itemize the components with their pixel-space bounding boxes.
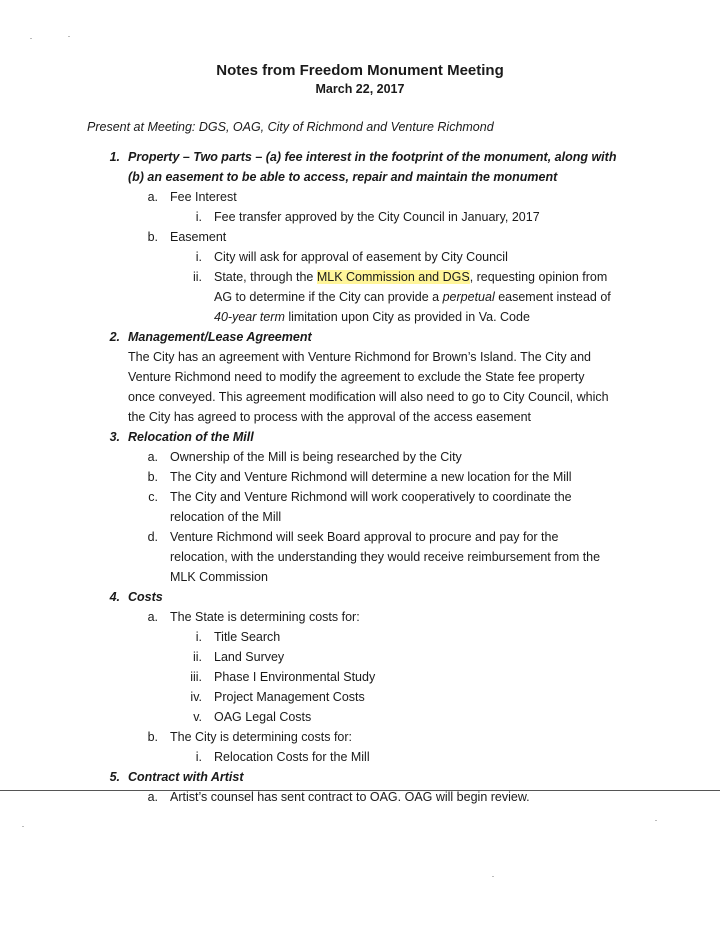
section-number: 3. <box>109 430 120 444</box>
subitem-label: i. <box>195 210 202 224</box>
list-item-cont: relocation of the Mill <box>170 510 282 524</box>
scan-speck <box>30 38 32 39</box>
list-subitem <box>214 267 607 287</box>
list-subitem-cont <box>214 287 611 307</box>
item-label: a. <box>147 790 158 804</box>
text-segment: limitation upon City as provided in Va. Code <box>284 310 530 324</box>
list-item-cont: MLK Commission <box>170 570 268 584</box>
item-label: b. <box>147 470 158 484</box>
list-item: Ownership of the Mill is being researched by the City <box>170 450 462 464</box>
section-heading: Management/Lease Agreement <box>128 330 312 344</box>
list-subitem: City will ask for approval of easement by City Council <box>214 250 508 264</box>
list-subitem-cont <box>214 307 530 327</box>
list-subitem: Relocation Costs for the Mill <box>214 750 370 764</box>
subitem-label: v. <box>193 710 202 724</box>
paragraph-line: The City has an agreement with Venture Richmond for Brown’s Island. The City and <box>128 350 591 364</box>
italic-text: 40-year term <box>214 310 285 324</box>
list-item: The City is determining costs for: <box>170 730 353 744</box>
list-item: Easement <box>170 230 227 244</box>
scan-speck <box>655 820 657 821</box>
list-item: Venture Richmond will seek Board approval to procure and pay for the <box>170 530 559 544</box>
section-number: 2. <box>109 330 120 344</box>
text-segment: State, through the <box>214 270 317 284</box>
list-item: Artist’s counsel has sent contract to OAG. OAG will begin review. <box>170 790 530 804</box>
scan-speck <box>492 876 494 877</box>
section-number: 1. <box>109 150 120 164</box>
subitem-label: ii. <box>192 270 202 284</box>
subitem-label: ii. <box>192 650 202 664</box>
list-item: The City and Venture Richmond will work cooperatively to coordinate the <box>170 490 572 504</box>
list-subitem: Land Survey <box>214 650 285 664</box>
item-label: b. <box>147 730 158 744</box>
paragraph-line: the City has agreed to process with the approval of the access easement <box>128 410 532 424</box>
section-heading: Property – Two parts – (a) fee interest in the footprint of the monument, along with <box>128 150 617 164</box>
item-label: a. <box>147 190 158 204</box>
attendees-line: Present at Meeting: DGS, OAG, City of Richmond and Venture Richmond <box>87 120 494 134</box>
list-subitem: Fee transfer approved by the City Council in January, 2017 <box>214 210 540 224</box>
document-date: March 22, 2017 <box>315 82 405 96</box>
italic-text: perpetual <box>442 290 495 304</box>
list-subitem: OAG Legal Costs <box>214 710 312 724</box>
section-number: 5. <box>109 770 120 784</box>
subitem-label: i. <box>195 750 202 764</box>
list-subitem: Phase I Environmental Study <box>214 670 376 684</box>
item-label: c. <box>148 490 158 504</box>
list-subitem: Title Search <box>214 630 281 644</box>
scan-speck <box>22 826 24 827</box>
list-item-cont: relocation, with the understanding they would receive reimbursement from the <box>170 550 601 564</box>
document-title: Notes from Freedom Monument Meeting <box>216 62 504 79</box>
item-label: a. <box>147 450 158 464</box>
list-item: Fee Interest <box>170 190 237 204</box>
section-number: 4. <box>109 590 120 604</box>
item-label: a. <box>147 610 158 624</box>
subitem-label: iv. <box>190 690 202 704</box>
section-heading: Contract with Artist <box>128 770 244 784</box>
scan-speck <box>68 36 70 37</box>
section-heading: Costs <box>128 590 163 604</box>
item-label: d. <box>147 530 158 544</box>
subitem-label: iii. <box>190 670 202 684</box>
text-segment: easement instead of <box>494 290 611 304</box>
list-subitem: Project Management Costs <box>214 690 365 704</box>
text-segment: AG to determine if the City can provide a <box>214 290 443 304</box>
item-label: b. <box>147 230 158 244</box>
paragraph-line: once conveyed. This agreement modification will also need to go to City Council, which <box>128 390 609 404</box>
section-heading: Relocation of the Mill <box>128 430 254 444</box>
paragraph-line: Venture Richmond need to modify the agreement to exclude the State fee property <box>128 370 585 384</box>
section-heading-cont: (b) an easement to be able to access, repair and maintain the monument <box>128 170 558 184</box>
list-item: The City and Venture Richmond will determine a new location for the Mill <box>170 470 572 484</box>
subitem-label: i. <box>195 250 202 264</box>
list-item: The State is determining costs for: <box>170 610 360 624</box>
highlighted-text: MLK Commission and DGS <box>316 270 470 284</box>
text-segment: , requesting opinion from <box>469 270 608 284</box>
subitem-label: i. <box>195 630 202 644</box>
